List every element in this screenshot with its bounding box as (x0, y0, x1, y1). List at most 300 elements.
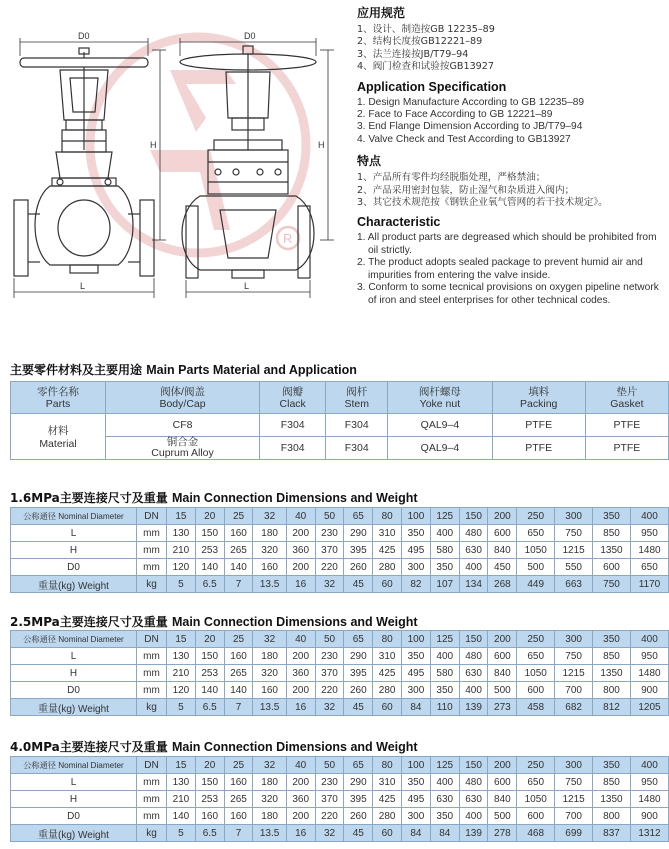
table-cell: 1215 (555, 791, 593, 808)
table-cell: 350 (593, 757, 631, 774)
table-cell: 650 (630, 559, 668, 576)
table-row (11, 542, 669, 559)
row-unit: mm (137, 774, 167, 791)
table-cell: 350 (430, 682, 459, 699)
row-unit: mm (137, 808, 167, 825)
table-cell: 84 (402, 699, 431, 716)
row-label: H (11, 542, 137, 559)
materials-title-en: Main Parts Material and Application (146, 363, 357, 377)
table-cell: 160 (195, 808, 224, 825)
table-cell: 280 (373, 808, 402, 825)
table-cell: 45 (344, 576, 373, 593)
table-cell: 60 (373, 576, 402, 593)
table-cell: 350 (430, 808, 459, 825)
list-item: 3、其它技术规范按《钢铁企业氧气管网的若干技术规定》。 (357, 197, 608, 209)
table-cell: 253 (195, 791, 224, 808)
table-cell: 140 (195, 682, 224, 699)
table-cell: QAL9–4 (388, 414, 492, 437)
table-cell: 450 (488, 559, 517, 576)
table-cell: 200 (488, 757, 517, 774)
table-row (11, 576, 669, 593)
application-spec-en-title: Application Specification (357, 79, 507, 94)
table-cell: 800 (593, 808, 631, 825)
table-cell: CF8 (106, 414, 260, 437)
row-label: H (11, 665, 137, 682)
row-label: 公称通径 Nominal Diameter (11, 757, 137, 774)
table-cell: 150 (459, 508, 488, 525)
table-cell: 400 (430, 774, 459, 791)
table-cell: 65 (344, 631, 373, 648)
front-dim-d0: D0 (78, 31, 90, 41)
table-cell: 253 (195, 665, 224, 682)
table-cell: 320 (253, 791, 286, 808)
table-cell: 280 (373, 559, 402, 576)
table-cell: 40 (286, 508, 315, 525)
row-unit: mm (137, 542, 167, 559)
table-cell: 370 (315, 542, 344, 559)
table-cell: 800 (593, 682, 631, 699)
table-cell: 40 (286, 631, 315, 648)
dim-table-4-0mpa (10, 756, 669, 842)
header-stem (326, 382, 388, 414)
table-cell: 1312 (630, 825, 668, 842)
row-unit: mm (137, 791, 167, 808)
table-cell: 265 (224, 665, 253, 682)
row-label: 公称通径 Nominal Diameter (11, 508, 137, 525)
table-cell: 425 (373, 542, 402, 559)
table-cell: 700 (555, 682, 593, 699)
table-cell: 180 (253, 774, 286, 791)
table-cell: 395 (344, 665, 373, 682)
table-row (11, 648, 669, 665)
table-cell: 682 (555, 699, 593, 716)
table-cell: 140 (167, 808, 196, 825)
table-cell: 395 (344, 791, 373, 808)
table-cell: 180 (253, 648, 286, 665)
row-unit: kg (137, 825, 167, 842)
row-label: 重量(kg) Weight (11, 699, 137, 716)
table-cell: 630 (459, 542, 488, 559)
table-cell: 160 (224, 648, 253, 665)
table-cell: 500 (488, 682, 517, 699)
table-cell: 320 (253, 542, 286, 559)
table-row (11, 682, 669, 699)
table-cell: 663 (555, 576, 593, 593)
row-unit: DN (137, 631, 167, 648)
table-cell: 449 (517, 576, 555, 593)
table-cell: 50 (315, 508, 344, 525)
table-cell: 950 (630, 525, 668, 542)
valve-front-view (14, 48, 154, 276)
table-cell: 65 (344, 757, 373, 774)
table-cell: 900 (630, 682, 668, 699)
table-cell: 80 (373, 508, 402, 525)
table-cell: F304 (260, 414, 326, 437)
table-row (11, 791, 669, 808)
table-cell: 500 (517, 559, 555, 576)
table-cell: 253 (195, 542, 224, 559)
materials-table (10, 381, 669, 460)
table-cell: 100 (402, 757, 431, 774)
table-cell: 50 (315, 631, 344, 648)
materials-title (10, 361, 357, 378)
table-cell: 100 (402, 508, 431, 525)
application-spec-en-list (357, 97, 667, 147)
table-cell: 80 (373, 631, 402, 648)
table-cell: 20 (195, 508, 224, 525)
table-row (11, 559, 669, 576)
table-row (11, 665, 669, 682)
table-cell: 320 (253, 665, 286, 682)
table-cell: 1050 (517, 665, 555, 682)
table-cell: 32 (315, 825, 344, 842)
table-cell: PTFE (585, 437, 668, 460)
table-cell: 139 (459, 699, 488, 716)
table-cell: 32 (315, 699, 344, 716)
table-cell: 25 (224, 757, 253, 774)
table-cell: 7 (224, 825, 253, 842)
table-cell: 600 (488, 525, 517, 542)
table-cell: 600 (517, 682, 555, 699)
table-cell: 300 (555, 757, 593, 774)
table-cell: 468 (517, 825, 555, 842)
table-cell: 400 (630, 508, 668, 525)
dim-title-cn: 4.0MPa主要连接尺寸及重量 (10, 740, 168, 754)
table-cell: 310 (373, 525, 402, 542)
table-cell: 400 (430, 525, 459, 542)
table-cell: 230 (315, 774, 344, 791)
table-cell: 360 (286, 665, 315, 682)
table-cell: 80 (373, 757, 402, 774)
row-label-cn: 材料 (47, 425, 69, 437)
table-cell: 125 (430, 508, 459, 525)
table-cell: 180 (253, 525, 286, 542)
row-label: H (11, 791, 137, 808)
table-cell: 16 (286, 699, 315, 716)
table-cell: 160 (224, 774, 253, 791)
table-cell: 84 (430, 825, 459, 842)
table-cell: 200 (286, 525, 315, 542)
list-item: 1、产品所有零件均经脱脂处理，严格禁油； (357, 172, 546, 184)
table-cell: 1480 (630, 665, 668, 682)
characteristic-en-list (357, 232, 667, 306)
table-cell: 350 (430, 559, 459, 576)
table-cell: 45 (344, 825, 373, 842)
table-cell: 7 (224, 699, 253, 716)
table-cell: 125 (430, 631, 459, 648)
table-cell: 480 (459, 525, 488, 542)
table-cell: 45 (344, 699, 373, 716)
specification-panel (357, 4, 667, 313)
table-cell: 290 (344, 525, 373, 542)
table-cell: 1350 (593, 791, 631, 808)
table-cell: 16 (286, 825, 315, 842)
list-item: 2. Face to Face According to GB 12221–89 (357, 109, 553, 121)
table-cell: 32 (253, 508, 286, 525)
list-item: 2、产品采用密封包装，防止湿气和杂质进入阀内； (357, 184, 575, 196)
header-yoke-nut (388, 382, 492, 414)
table-cell: QAL9–4 (388, 437, 492, 460)
table-cell: 32 (253, 757, 286, 774)
table-row (11, 808, 669, 825)
table-cell: 200 (488, 508, 517, 525)
row-label: L (11, 525, 137, 542)
dim-title-cn: 2.5MPa主要连接尺寸及重量 (10, 615, 168, 629)
table-cell: 20 (195, 631, 224, 648)
table-cell: 458 (517, 699, 555, 716)
table-cell: 495 (402, 665, 431, 682)
dim-title-cn: 1.6MPa主要连接尺寸及重量 (10, 491, 168, 505)
table-cell: 265 (224, 542, 253, 559)
table-cell: 130 (167, 648, 196, 665)
table-row (11, 631, 669, 648)
table-row (11, 414, 669, 437)
table-cell: 220 (315, 682, 344, 699)
table-cell: 160 (224, 525, 253, 542)
table-cell: 580 (430, 665, 459, 682)
header-body-cap (106, 382, 260, 414)
table-row (11, 757, 669, 774)
table-cell: 350 (402, 525, 431, 542)
table-cell: 495 (402, 542, 431, 559)
table-cell: 300 (402, 682, 431, 699)
header-cn: 填料 (528, 385, 550, 398)
row-unit: mm (137, 648, 167, 665)
header-parts (11, 382, 106, 414)
table-cell: 140 (195, 559, 224, 576)
table-cell: 125 (430, 757, 459, 774)
characteristic-en-title: Characteristic (357, 215, 441, 230)
table-cell: 360 (286, 791, 315, 808)
dim-title-en: Main Connection Dimensions and Weight (171, 615, 418, 629)
row-unit: kg (137, 576, 167, 593)
row-label: L (11, 648, 137, 665)
table-cell: 160 (253, 559, 286, 576)
table-cell: 139 (459, 825, 488, 842)
table-cell: 6.5 (195, 576, 224, 593)
table-cell: 6.5 (195, 825, 224, 842)
table-cell: 210 (167, 542, 196, 559)
table-cell: 160 (253, 682, 286, 699)
table-cell: 600 (517, 808, 555, 825)
table-cell: 220 (315, 559, 344, 576)
table-cell: 370 (315, 665, 344, 682)
table-cell: 20 (195, 757, 224, 774)
table-cell: 260 (344, 682, 373, 699)
table-cell: 268 (488, 576, 517, 593)
table-cell: 300 (402, 808, 431, 825)
table-cell: 150 (195, 648, 224, 665)
row-unit: mm (137, 682, 167, 699)
table-cell: 60 (373, 825, 402, 842)
table-header-row (11, 382, 669, 414)
table-cell: 699 (555, 825, 593, 842)
table-cell: 350 (402, 648, 431, 665)
table-cell: 230 (315, 648, 344, 665)
table-cell: 15 (167, 631, 196, 648)
table-cell: 550 (555, 559, 593, 576)
header-cn: 阀杆 (346, 385, 368, 398)
row-label: D0 (11, 808, 137, 825)
table-cell: 400 (459, 682, 488, 699)
table-cell: 500 (488, 808, 517, 825)
table-cell: 350 (593, 631, 631, 648)
side-dim-h: H (318, 140, 325, 150)
materials-title-cn: 主要零件材料及主要用途 (10, 363, 143, 377)
table-cell: 370 (315, 791, 344, 808)
header-en: Yoke nut (419, 397, 461, 410)
table-cell: 360 (286, 542, 315, 559)
table-cell: 350 (593, 508, 631, 525)
characteristic-cn-title: 特点 (357, 154, 382, 169)
table-cell: 210 (167, 665, 196, 682)
table-cell: 160 (224, 808, 253, 825)
table-cell: 400 (459, 808, 488, 825)
dim-table-2-5mpa (10, 630, 669, 716)
table-cell: 260 (344, 808, 373, 825)
table-cell: 134 (459, 576, 488, 593)
table-cell: 16 (286, 576, 315, 593)
table-cell: 84 (402, 825, 431, 842)
table-cell: 273 (488, 699, 517, 716)
table-cell: 铜合金 Cuprum Alloy (106, 437, 260, 460)
row-label: 公称通径 Nominal Diameter (11, 631, 137, 648)
table-cell: 130 (167, 525, 196, 542)
table-cell: 15 (167, 757, 196, 774)
table-cell: 250 (517, 757, 555, 774)
table-cell: 580 (430, 542, 459, 559)
table-cell: 950 (630, 774, 668, 791)
table-cell: PTFE (492, 437, 585, 460)
table-cell: 15 (167, 508, 196, 525)
table-cell: 495 (402, 791, 431, 808)
table-cell: 120 (167, 559, 196, 576)
row-label: L (11, 774, 137, 791)
table-cell: 140 (224, 682, 253, 699)
table-cell: 7 (224, 576, 253, 593)
row-unit: mm (137, 525, 167, 542)
table-cell: 425 (373, 791, 402, 808)
table-cell: 230 (315, 525, 344, 542)
list-item: 3. End Flange Dimension According to JB/T79–94 (357, 121, 583, 133)
table-cell: F304 (260, 437, 326, 460)
table-cell: 25 (224, 508, 253, 525)
row-label: D0 (11, 682, 137, 699)
table-cell: 130 (167, 774, 196, 791)
table-cell: 600 (593, 559, 631, 576)
dim-table-3-title (10, 738, 418, 755)
table-cell: 5 (167, 825, 196, 842)
list-item: 1. Design Manufacture According to GB 12235–89 (357, 96, 585, 108)
table-row (11, 508, 669, 525)
row-unit: kg (137, 699, 167, 716)
table-row (11, 525, 669, 542)
table-row (11, 774, 669, 791)
list-item: 2. The product adopts sealed package to prevent humid air and impurities from entering the valve inside. (357, 257, 643, 281)
table-cell: 280 (373, 682, 402, 699)
table-cell: 82 (402, 576, 431, 593)
row-label: 重量(kg) Weight (11, 576, 137, 593)
table-cell: 630 (430, 791, 459, 808)
table-cell: 120 (167, 682, 196, 699)
table-cell: 50 (315, 757, 344, 774)
table-cell: 13.5 (253, 576, 286, 593)
list-item: 1. All product parts are degreased which should be prohibited from oil strictly. (357, 232, 657, 256)
header-en: Stem (344, 397, 369, 410)
table-cell: 750 (593, 576, 631, 593)
table-cell: F304 (326, 414, 388, 437)
table-cell: 650 (517, 525, 555, 542)
table-cell: 400 (630, 757, 668, 774)
table-cell: 1215 (555, 542, 593, 559)
table-cell: 480 (459, 774, 488, 791)
header-gasket (585, 382, 668, 414)
table-cell: 310 (373, 648, 402, 665)
table-cell: 300 (555, 631, 593, 648)
table-cell: 1480 (630, 542, 668, 559)
table-cell: 65 (344, 508, 373, 525)
watermark-registered-letter: R (283, 231, 293, 246)
front-dim-h: H (150, 140, 157, 150)
table-cell: 5 (167, 699, 196, 716)
table-cell: 200 (286, 559, 315, 576)
table-cell: 200 (286, 682, 315, 699)
list-item: 4、阀门检查和试验按GB13927 (357, 61, 494, 73)
dim-title-en: Main Connection Dimensions and Weight (171, 740, 418, 754)
dim-table-2-title (10, 613, 418, 630)
table-cell: 25 (224, 631, 253, 648)
list-item: 2、结构长度按GB12221–89 (357, 36, 483, 48)
table-cell: 40 (286, 757, 315, 774)
table-cell: 400 (430, 648, 459, 665)
header-en: Packing (520, 397, 558, 410)
table-cell: 400 (630, 631, 668, 648)
table-cell: 265 (224, 791, 253, 808)
row-unit: mm (137, 665, 167, 682)
table-cell: 290 (344, 648, 373, 665)
header-en: Parts (45, 397, 71, 410)
dim-table-1-title (10, 489, 418, 506)
table-cell: 300 (402, 559, 431, 576)
table-cell: 150 (195, 525, 224, 542)
header-cn: 垫片 (616, 385, 638, 398)
table-cell: 400 (459, 559, 488, 576)
material-row-label (11, 414, 106, 460)
front-dim-l: L (80, 281, 86, 291)
table-cell: 837 (593, 825, 631, 842)
list-item: 1、设计、制造按GB 12235–89 (357, 24, 495, 35)
table-cell: 630 (459, 665, 488, 682)
table-cell: 630 (459, 791, 488, 808)
table-cell: 1350 (593, 665, 631, 682)
valve-drawings (0, 0, 350, 320)
table-cell: 950 (630, 648, 668, 665)
table-cell: 200 (488, 631, 517, 648)
list-item: 4. Valve Check and Test According to GB13927 (357, 133, 571, 145)
table-cell: 650 (517, 774, 555, 791)
table-cell: 850 (593, 774, 631, 791)
table-cell: 32 (253, 631, 286, 648)
table-cell: 60 (373, 699, 402, 716)
table-cell: 650 (517, 648, 555, 665)
table-cell: 350 (402, 774, 431, 791)
row-label: 重量(kg) Weight (11, 825, 137, 842)
table-row (11, 699, 669, 716)
table-cell: PTFE (492, 414, 585, 437)
table-cell: 110 (430, 699, 459, 716)
row-unit: mm (137, 559, 167, 576)
table-cell: 850 (593, 648, 631, 665)
